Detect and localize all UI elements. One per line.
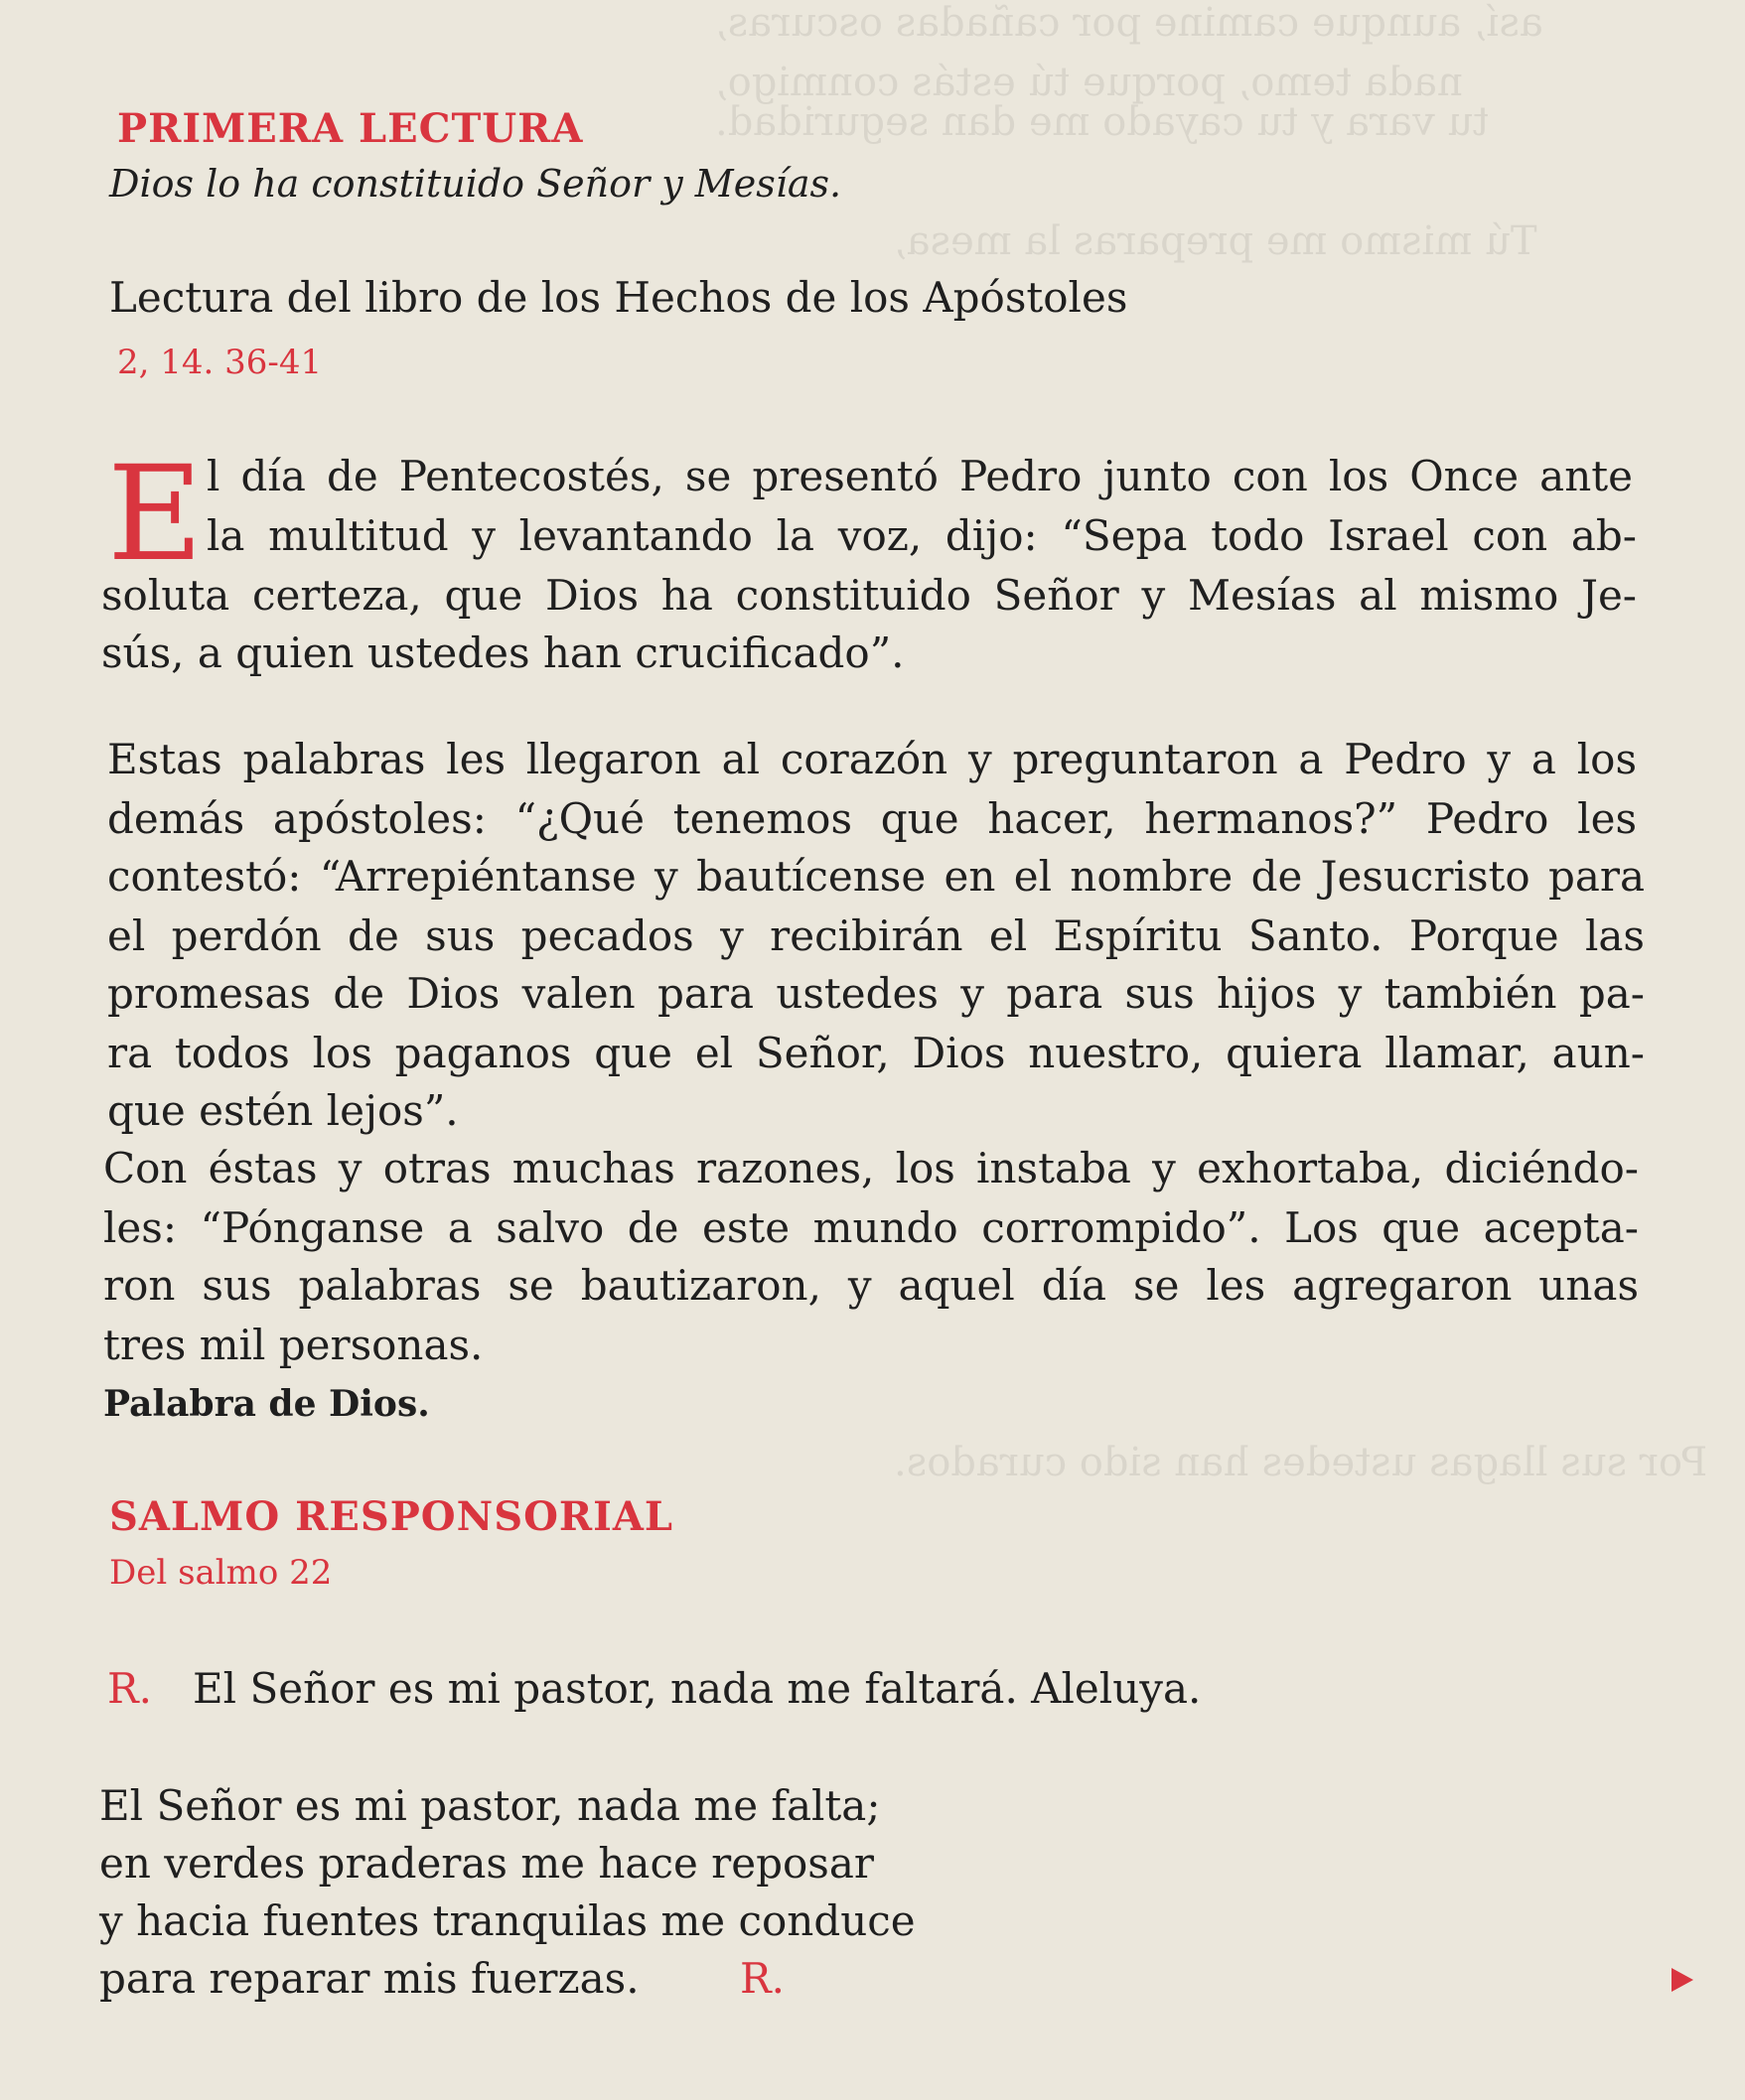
paragraph-1-line-1: l día de Pentecostés, se presentó Pedro junto con los Once ante <box>207 452 1633 500</box>
paragraph-1-line-3: soluta certeza, que Dios ha constituido Señor y Mesías al mismo Je- <box>101 571 1637 620</box>
stanza-line-2: en verdes praderas me hace reposar <box>99 1839 874 1888</box>
first-reading-subtitle: Dios lo ha constituido Señor y Mesías. <box>109 162 842 206</box>
stanza-line-4: para reparar mis fuerzas. <box>99 1954 640 2003</box>
paragraph-2-line-2: demás apóstoles: “¿Qué tenemos que hacer, hermanos?” Pedro les <box>107 794 1637 843</box>
paragraph-2-line-6: ra todos los paganos que el Señor, Dios nuestro, quiera llamar, aun- <box>107 1029 1645 1077</box>
paragraph-3-line-3: ron sus palabras se bautizaron, y aquel día se les agregaron unas <box>103 1261 1639 1310</box>
paragraph-2-line-4: el perdón de sus pecados y recibirán el Espíritu Santo. Porque las <box>107 911 1645 960</box>
response-text: El Señor es mi pastor, nada me faltará. Aleluya. <box>193 1664 1202 1713</box>
paragraph-3-line-2: les: “Pónganse a salvo de este mundo corrompido”. Los que acepta- <box>103 1203 1639 1252</box>
drop-cap: E <box>107 438 204 591</box>
paragraph-2-line-1: Estas palabras les llegaron al corazón y preguntaron a Pedro y a los <box>107 735 1637 783</box>
paragraph-3-line-4: tres mil personas. <box>103 1321 484 1369</box>
paragraph-1-line-4: sús, a quien ustedes han crucificado”. <box>101 629 905 677</box>
reading-citation: 2, 14. 36-41 <box>117 343 323 382</box>
reading-source: Lectura del libro de los Hechos de los Apóstoles <box>109 273 1128 322</box>
paragraph-2-line-5: promesas de Dios valen para ustedes y para sus hijos y también pa- <box>107 969 1645 1018</box>
right-triangle-icon <box>1672 1968 1693 1992</box>
stanza-line-3: y hacia fuentes tranquilas me conduce <box>99 1896 916 1945</box>
stanza-response-marker: R. <box>740 1954 785 2003</box>
paragraph-2-line-3: contestó: “Arrepiéntanse y bautícense en el nombre de Jesucristo para <box>107 852 1645 901</box>
psalm-subtitle: Del salmo 22 <box>109 1553 333 1593</box>
psalm-heading: SALMO RESPONSORIAL <box>109 1493 674 1540</box>
response-marker: R. <box>107 1664 152 1713</box>
bleed-through: así, aunque camine por cañadas oscuras, nada temo, porque tú estás conmigo, tu vara y tu cayado me dan seguridad. Tú mismo me preparas la mesa, Por sus llagas ustedes han sido curados. <box>715 0 1708 1485</box>
word-of-god: Palabra de Dios. <box>103 1383 430 1425</box>
paragraph-2-line-7: que estén lejos”. <box>107 1086 459 1135</box>
paragraph-1-line-2: la multitud y levantando la voz, dijo: “Sepa todo Israel con ab- <box>207 511 1637 560</box>
stanza-line-1: El Señor es mi pastor, nada me falta; <box>99 1781 881 1830</box>
paragraph-3-line-1: Con éstas y otras muchas razones, los instaba y exhortaba, diciéndo- <box>103 1144 1639 1192</box>
first-reading-heading: PRIMERA LECTURA <box>117 105 584 152</box>
